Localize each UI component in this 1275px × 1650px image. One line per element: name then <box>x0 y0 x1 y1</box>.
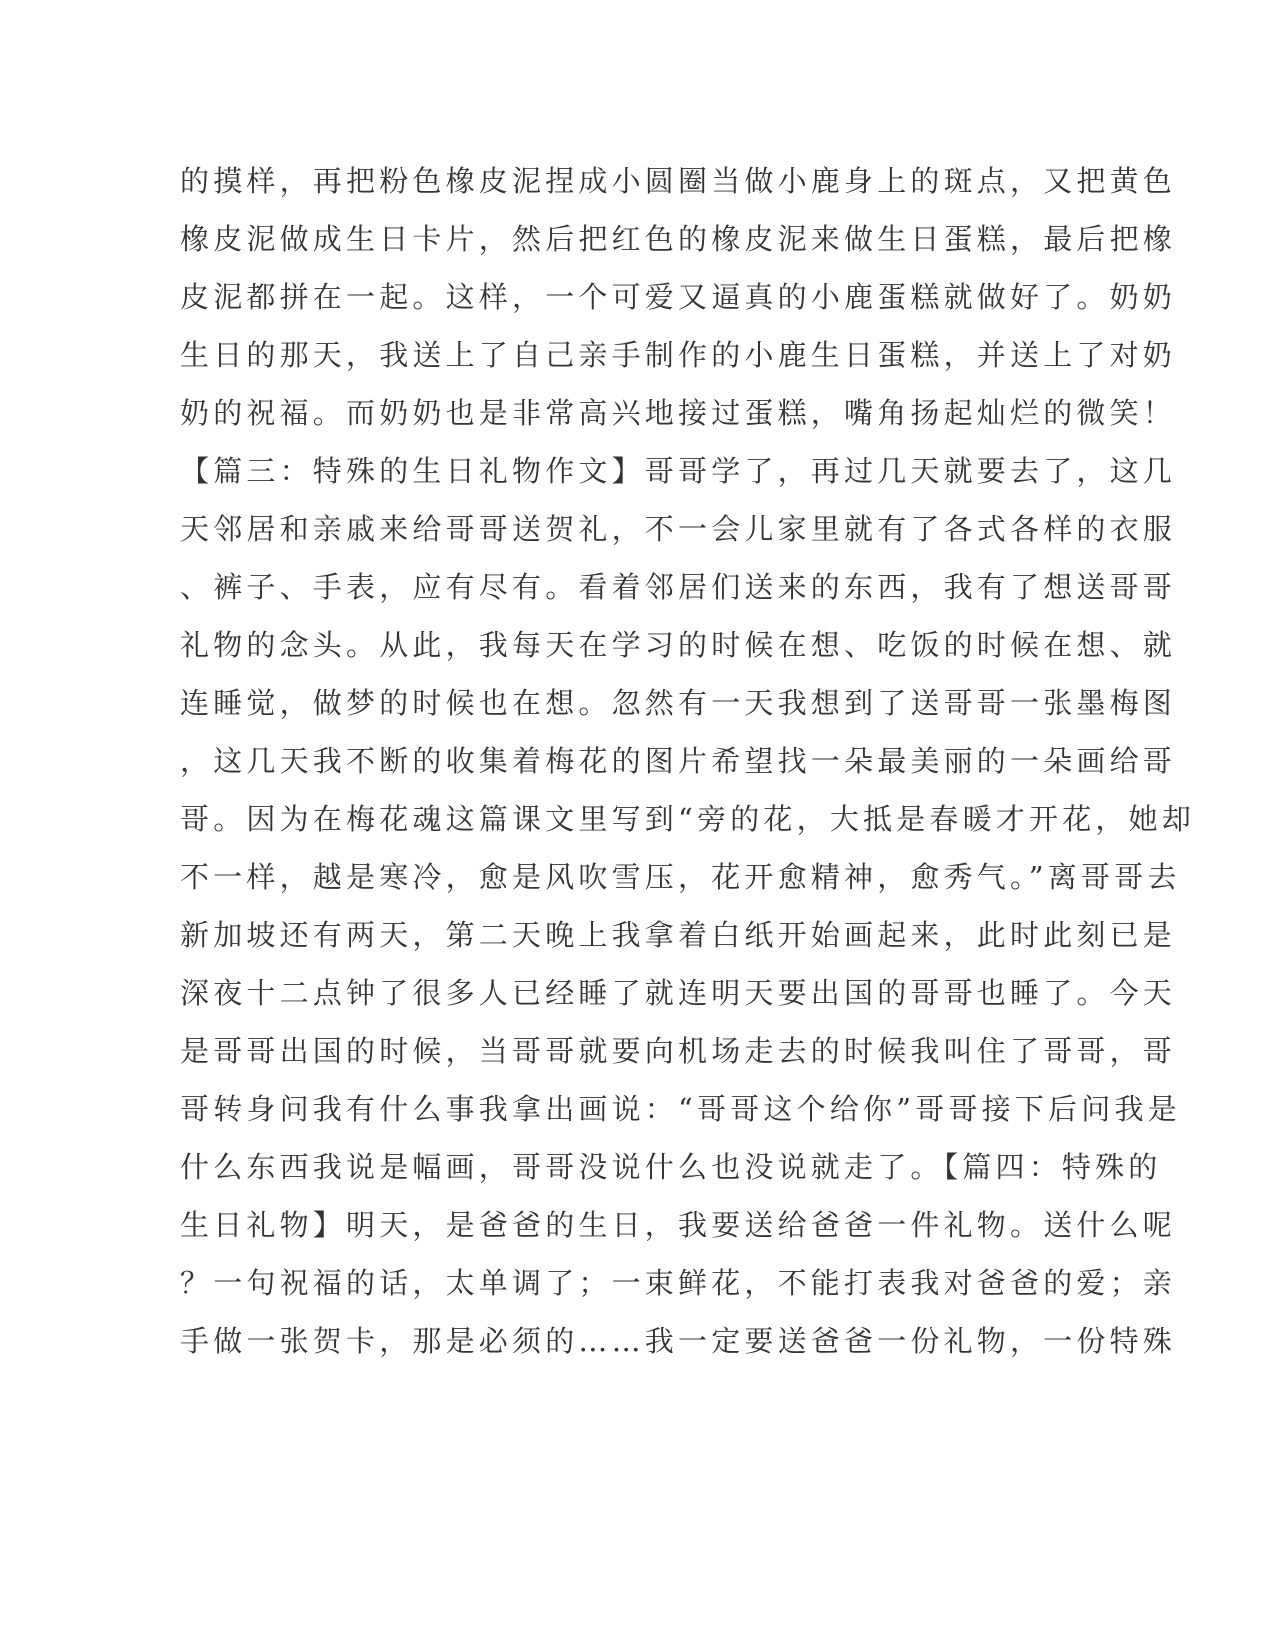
text-line: 是哥哥出国的时候，当哥哥就要向机场走去的时候我叫住了哥哥，哥 <box>180 1034 1177 1068</box>
text-line: 生日礼物】明天，是爸爸的生日，我要送给爸爸一件礼物。送什么呢 <box>180 1208 1177 1242</box>
text-line: 不一样，越是寒冷，愈是风吹雪压，花开愈精神，愈秀气。”离哥哥去 <box>180 860 1181 894</box>
text-line: 哥。因为在梅花魂这篇课文里写到“旁的花，大抵是春暖才开花，她却 <box>180 802 1196 836</box>
text-line: ？一句祝福的话，太单调了；一束鲜花，不能打表我对爸爸的爱；亲 <box>180 1266 1177 1300</box>
text-line: 礼物的念头。从此，我每天在学习的时候在想、吃饭的时候在想、就 <box>180 628 1177 662</box>
text-line: 哥转身问我有什么事我拿出画说：“哥哥这个给你”哥哥接下后问我是 <box>180 1092 1181 1126</box>
text-line: 的摸样，再把粉色橡皮泥捏成小圆圈当做小鹿身上的斑点，又把黄色 <box>180 164 1177 198</box>
text-line: 、裤子、手表，应有尽有。看着邻居们送来的东西，我有了想送哥哥 <box>180 570 1177 604</box>
text-line: ，这几天我不断的收集着梅花的图片希望找一朵最美丽的一朵画给哥 <box>180 744 1177 778</box>
text-line: 皮泥都拼在一起。这样，一个可爱又逼真的小鹿蛋糕就做好了。奶奶 <box>180 280 1177 314</box>
text-line: 深夜十二点钟了很多人已经睡了就连明天要出国的哥哥也睡了。今天 <box>180 976 1177 1010</box>
text-line: 橡皮泥做成生日卡片，然后把红色的橡皮泥来做生日蛋糕，最后把橡 <box>180 222 1177 256</box>
text-line: 天邻居和亲戚来给哥哥送贺礼，不一会儿家里就有了各式各样的衣服 <box>180 512 1177 546</box>
body-text <box>180 152 1196 1370</box>
text-line: 生日的那天，我送上了自己亲手制作的小鹿生日蛋糕，并送上了对奶 <box>180 338 1177 372</box>
text-line: 新加坡还有两天，第二天晚上我拿着白纸开始画起来，此时此刻已是 <box>180 918 1177 952</box>
text-line: 手做一张贺卡，那是必须的……我一定要送爸爸一份礼物，一份特殊 <box>180 1324 1177 1358</box>
text-line: 什么东西我说是幅画，哥哥没说什么也没说就走了。【篇四：特殊的 <box>180 1150 1162 1184</box>
text-line: 连睡觉，做梦的时候也在想。忽然有一天我想到了送哥哥一张墨梅图 <box>180 686 1177 720</box>
text-line: 【篇三：特殊的生日礼物作文】哥哥学了，再过几天就要去了，这几 <box>180 454 1177 488</box>
text-line: 奶的祝福。而奶奶也是非常高兴地接过蛋糕，嘴角扬起灿烂的微笑！ <box>180 396 1177 430</box>
